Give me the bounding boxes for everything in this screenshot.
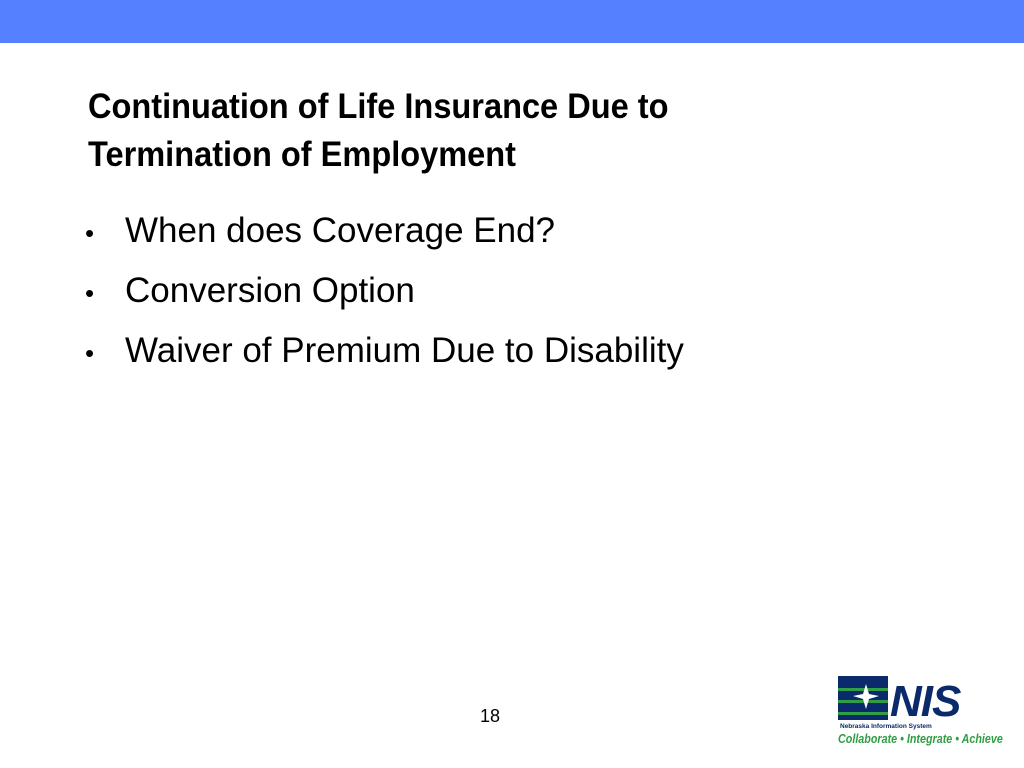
bullet-marker: • xyxy=(85,218,95,248)
bullet-text: When does Coverage End? xyxy=(125,211,555,250)
logo-tagline: Collaborate • Integrate • Achieve xyxy=(838,732,1003,746)
bullet-item xyxy=(85,202,684,262)
page-number: 18 xyxy=(479,706,501,726)
slide-title-line-2: Termination of Employment xyxy=(88,135,517,174)
bullet-list xyxy=(85,202,684,382)
slide-title xyxy=(88,83,888,179)
bullet-marker: • xyxy=(85,278,95,308)
slide-title-line-1: Continuation of Life Insurance Due to xyxy=(88,87,669,126)
logo-wordmark: NIS xyxy=(890,677,961,726)
bullet-item xyxy=(85,322,684,382)
nebraska-star-icon xyxy=(838,676,888,720)
top-color-band xyxy=(0,0,1024,43)
bullet-marker: • xyxy=(85,338,95,368)
bullet-text: Waiver of Premium Due to Disability xyxy=(125,331,684,370)
logo-subtitle: Nebraska Information System xyxy=(840,723,932,730)
bullet-item xyxy=(85,262,684,322)
nis-logo-mark xyxy=(836,674,991,732)
bullet-text: Conversion Option xyxy=(125,271,415,310)
nis-logo xyxy=(836,674,1003,754)
